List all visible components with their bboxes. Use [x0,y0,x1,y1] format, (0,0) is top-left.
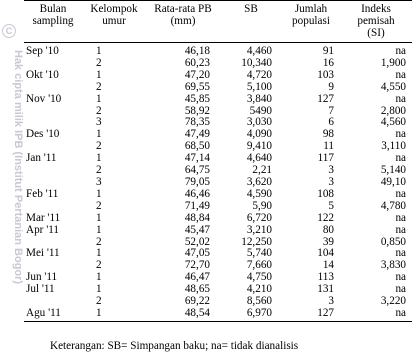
cell-jumlah: 6 [328,116,334,129]
cell-jumlah: 117 [317,152,334,165]
header-kelompok-line1: Kelompok [90,3,138,15]
cell-indeks: na [395,128,406,141]
cell-rata: 47,49 [184,128,210,141]
header-sb-label: SB [244,3,258,15]
cell-rata: 48,84 [184,211,210,224]
cell-sb: 4,590 [246,187,272,200]
cell-indeks: na [395,92,406,105]
table-row [24,272,412,284]
cell-indeks: 2,800 [380,104,406,117]
cell-kelompok: 1 [96,187,102,200]
cell-sb: 10,340 [241,56,272,69]
header-kelompok [82,1,146,43]
cell-bulan [24,82,82,94]
cell-jumlah: 113 [317,271,334,284]
header-jumlah-line1: Jumlah [294,3,328,15]
watermark-text: Hak cipta milik IPB (Institut Pertanian Bogor) [12,50,24,285]
cell-bulan: Jun '11 [26,271,58,284]
cell-bulan [24,201,82,213]
table-row [24,189,412,201]
cell-bulan: Okt '10 [26,68,59,81]
table-header-row [24,1,412,43]
cell-bulan: Apr '11 [26,223,59,236]
cell-rata: 47,14 [184,152,210,165]
cell-sb: 3,210 [246,223,272,236]
cell-rata: 47,20 [184,68,210,81]
cell-bulan: Mei '11 [26,247,60,260]
cell-indeks: 49,10 [380,175,406,188]
cell-kelompok: 1 [96,271,102,284]
table-row [24,177,412,189]
cell-rata: 64,75 [184,164,210,177]
cell-sb: 9,410 [246,140,272,153]
cell-indeks: 3,110 [381,140,406,153]
cell-kelompok: 1 [96,45,102,57]
table-row [24,153,412,165]
cell-jumlah: 14 [322,259,334,272]
header-sb [220,1,282,43]
cell-jumlah: 127 [317,92,334,105]
cell-sb: 5490 [249,104,272,117]
cell-rata: 78,35 [184,116,210,129]
cell-kelompok: 1 [96,211,102,224]
table-row [24,70,412,82]
cell-indeks: na [395,271,406,284]
cell-sb: 6,720 [246,211,272,224]
cell-jumlah: 91 [322,45,334,57]
table-row [24,165,412,177]
cell-indeks: 4,780 [380,199,406,212]
table-row [24,260,412,272]
cell-kelompok: 1 [82,308,146,321]
cell-kelompok: 1 [96,152,102,165]
cell-bulan: Agu '11 [24,308,82,321]
cell-jumlah: 127 [282,308,340,321]
cell-rata: 45,85 [184,92,210,105]
cell-rata: 46,46 [184,187,210,200]
cell-jumlah: 9 [328,80,334,93]
table-row [24,225,412,237]
cell-sb: 4,720 [246,68,272,81]
cell-sb: 4,750 [246,271,272,284]
cell-kelompok: 3 [96,116,102,129]
cell-jumlah: 16 [322,56,334,69]
cell-sb: 4,090 [246,128,272,141]
cell-jumlah: 80 [322,223,334,236]
cell-bulan: Jul '11 [26,283,55,296]
header-indeks-line2: (SI) [367,27,385,39]
table-row [24,117,412,129]
table-row [24,58,412,70]
cell-indeks: 4,560 [380,116,406,129]
cell-rata: 69,55 [184,80,210,93]
cell-indeks: na [395,247,406,260]
cell-bulan: Nov '10 [26,92,62,105]
cell-sb: 5,740 [246,247,272,260]
cell-kelompok: 2 [96,80,102,93]
cell-bulan: Mar '11 [26,211,61,224]
cell-rata: 71,49 [184,199,210,212]
table-row [24,141,412,153]
data-table-container [24,0,412,322]
cell-rata: 52,02 [184,235,210,248]
cell-sb: 5,100 [246,80,272,93]
cell-indeks: 1,900 [380,56,406,69]
cell-rata: 60,23 [184,56,210,69]
cell-rata: 46,18 [184,45,210,57]
header-bulan-line1: Bulan [39,3,67,15]
cell-bulan [24,106,82,118]
table-row [24,237,412,249]
cell-rata: 48,65 [184,283,210,296]
cell-bulan: Feb '11 [26,187,59,200]
cell-sb: 3,840 [246,92,272,105]
cell-indeks: 0,850 [380,235,406,248]
cell-jumlah: 103 [317,68,334,81]
table-row [24,94,412,106]
cell-jumlah: 3 [328,164,334,177]
cell-kelompok: 2 [96,140,102,153]
cell-kelompok: 1 [96,92,102,105]
cell-jumlah: 39 [322,235,334,248]
table-note: Keterangan: SB= Simpangan baku; na= tidak dianalisis [50,340,299,352]
cell-bulan: Jan '11 [26,152,57,165]
cell-sb: 4,210 [246,283,272,296]
cell-sb: 12,250 [241,235,272,248]
header-indeks [340,1,412,43]
cell-kelompok: 2 [96,235,102,248]
cell-rata: 48,54 [146,308,220,321]
cell-sb: 7,660 [246,259,272,272]
cell-sb: 6,970 [220,308,282,321]
cell-indeks: na [395,187,406,200]
cell-jumlah: 7 [328,104,334,117]
cell-bulan [24,165,82,177]
table-row [24,308,412,321]
cell-kelompok: 1 [96,68,102,81]
sampling-table [24,0,412,322]
table-row [24,201,412,213]
copyright-icon: C [2,24,16,38]
cell-jumlah: 3 [328,175,334,188]
cell-sb: 5,90 [252,199,272,212]
cell-jumlah: 5 [328,199,334,212]
cell-bulan: Des '10 [26,128,60,141]
table-row [24,248,412,260]
cell-sb: 4,460 [246,45,272,57]
table-row [24,296,412,308]
cell-bulan: Sep '10 [26,45,59,57]
cell-sb: 2,21 [252,164,272,177]
cell-sb: 8,560 [246,295,272,308]
watermark [0,0,24,358]
cell-jumlah: 3 [328,295,334,308]
cell-indeks: na [395,45,406,57]
table-row [24,106,412,118]
header-bulan [24,1,82,43]
cell-indeks: na [395,68,406,81]
cell-jumlah: 104 [317,247,334,260]
cell-kelompok: 2 [96,259,102,272]
cell-kelompok: 2 [96,56,102,69]
cell-kelompok: 1 [96,128,102,141]
cell-sb: 3,620 [246,175,272,188]
cell-indeks: 3,220 [380,295,406,308]
cell-jumlah: 122 [317,211,334,224]
cell-rata: 72,70 [184,259,210,272]
cell-rata: 46,47 [184,271,210,284]
cell-sb: 3,030 [246,116,272,129]
header-jumlah [282,1,340,43]
cell-rata: 69,22 [184,295,210,308]
cell-indeks: 4,550 [380,80,406,93]
header-rata [146,1,220,43]
cell-indeks: na [395,283,406,296]
table-row [24,82,412,94]
cell-rata: 79,05 [184,175,210,188]
cell-rata: 47,05 [184,247,210,260]
cell-kelompok: 3 [96,175,102,188]
cell-rata: 68,50 [184,140,210,153]
cell-jumlah: 108 [317,187,334,200]
table-row [24,129,412,141]
header-jumlah-line2: populasi [292,15,330,27]
cell-sb: 4,640 [246,152,272,165]
cell-kelompok: 1 [96,223,102,236]
cell-rata: 45,47 [184,223,210,236]
cell-indeks: 3,830 [380,259,406,272]
header-bulan-line2: sampling [32,15,74,27]
header-rata-line1: Rata-rata PB [154,3,212,15]
cell-kelompok: 2 [96,164,102,177]
cell-indeks: na [395,223,406,236]
cell-indeks: na [395,152,406,165]
cell-kelompok: 2 [96,295,102,308]
table-row [24,43,412,58]
cell-indeks: 5,140 [380,164,406,177]
cell-indeks: na [395,211,406,224]
table-body [24,43,412,322]
cell-kelompok: 2 [96,199,102,212]
cell-jumlah: 98 [322,128,334,141]
cell-kelompok: 1 [96,283,102,296]
table-row [24,213,412,225]
cell-kelompok: 1 [96,247,102,260]
header-indeks-line1: Indeks pemisah [357,3,395,27]
header-kelompok-line2: umur [102,15,126,27]
cell-kelompok: 2 [96,104,102,117]
cell-rata: 58,92 [184,104,210,117]
header-rata-line2: (mm) [170,15,196,27]
cell-indeks: na [340,308,412,321]
cell-jumlah: 11 [323,140,334,153]
cell-jumlah: 131 [317,283,334,296]
table-row [24,284,412,296]
